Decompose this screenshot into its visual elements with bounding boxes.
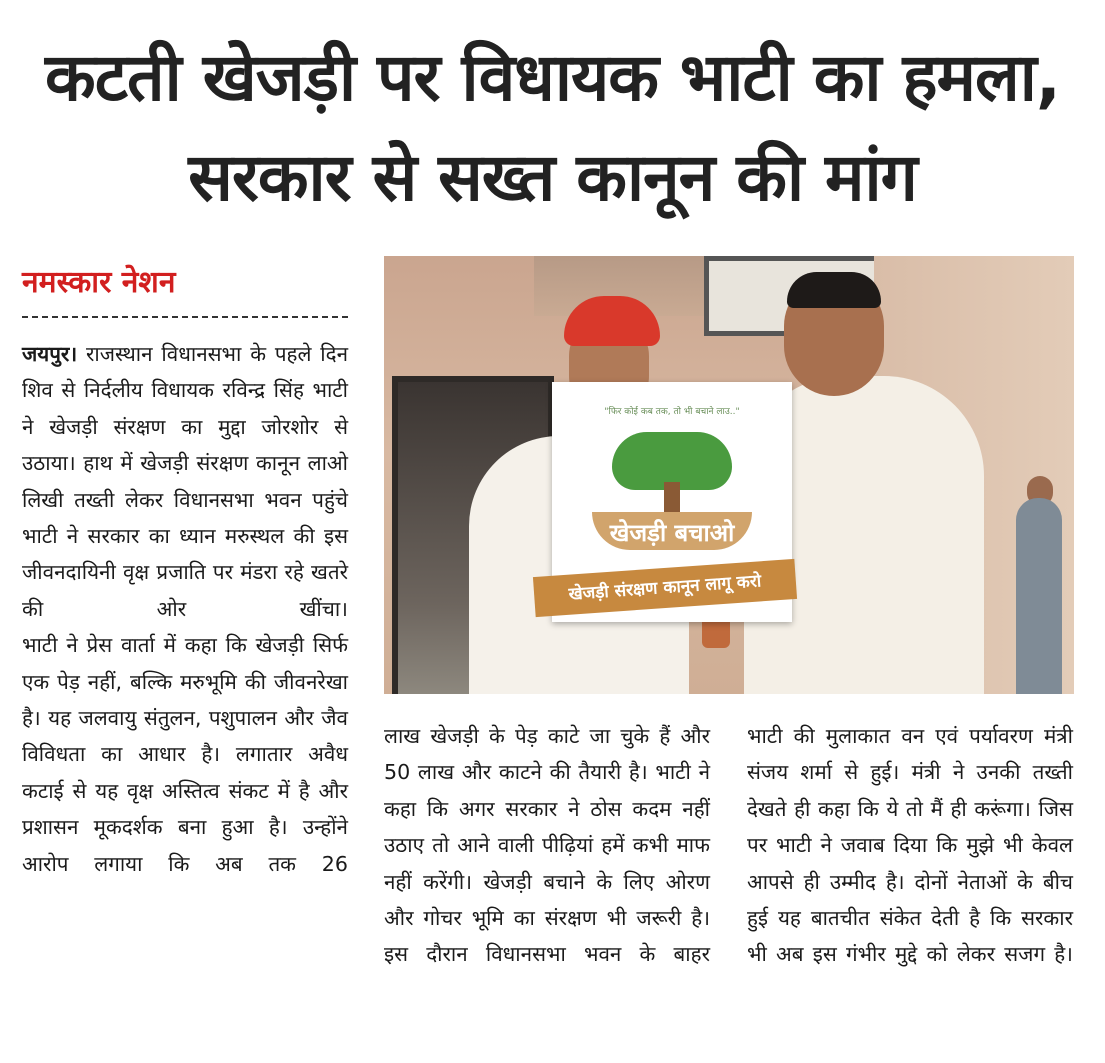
headline-line-1: कटती खेजड़ी पर विधायक भाटी का हमला, bbox=[45, 39, 1060, 116]
placard-banner: खेजड़ी संरक्षण कानून लागू करो bbox=[533, 559, 797, 617]
article-column-3: भाटी की मुलाकात वन एवं पर्यावरण मंत्री संजय शर्मा से हुई। मंत्री ने उनकी तख्ती देखते ही कहा कि ये तो मैं ही करूंगा। जिस पर भाटी ने जवाब दिया कि मुझे भी केवल आपसे ही उम्मीद है। दोनों नेताओं के बीच हुई यह बातचीत संकेत देती है कि सरकार भी अब इस गंभीर मुद्दे को लेकर सजग है। bbox=[747, 724, 1073, 967]
headline-line-2: सरकार से सख्त कानून की मांग bbox=[188, 139, 917, 216]
article-column-2: लाख खेजड़ी के पेड़ काटे जा चुके हैं और 50 लाख और काटने की तैयारी है। भाटी ने कहा कि अगर सरकार ने ठोस कदम नहीं उठाए तो आने वाली पीढ़ियां हमें कभी माफ नहीं करेंगी। खेजड़ी बचाने के लिए ओरण और गोचर भूमि का संरक्षण भी जरूरी है। इस दौरान विधानसभा भवन के बाहर bbox=[384, 724, 710, 967]
placard-title: खेजड़ी बचाओ bbox=[609, 519, 735, 547]
article-column-1 bbox=[22, 336, 348, 882]
article-lead-text: राजस्थान विधानसभा के पहले दिन शिव से निर्दलीय विधायक रविन्द्र सिंह भाटी ने खेजड़ी संरक्षण का मुद्दा जोरशोर से उठाया। हाथ में खेजड़ी संरक्षण कानून लाओ लिखी तख्ती लेकर विधानसभा भवन पहुंचे भाटी ने सरकार का ध्यान मरुस्थल की इस जीवनदायिनी वृक्ष प्रजाति पर मंडरा रहे खतरे की ओर खींचा। bbox=[22, 342, 348, 621]
background-person bbox=[1016, 498, 1062, 694]
article-paragraph-2: भाटी ने प्रेस वार्ता में कहा कि खेजड़ी सिर्फ एक पेड़ नहीं, बल्कि मरुभूमि की जीवनरेखा है। यह जलवायु संतुलन, पशुपालन और जैव विविधता का आधार है। लगातार अवैध कटाई से यह वृक्ष अस्तित्व संकट में है और प्रशासन मूकदर्शक बना हुआ है। उन्होंने आरोप लगाया कि अब तक 26 bbox=[22, 633, 348, 876]
dashed-divider bbox=[22, 316, 348, 318]
news-photo bbox=[384, 256, 1074, 694]
byline: नमस्कार नेशन bbox=[22, 265, 176, 300]
dateline: जयपुर। bbox=[22, 342, 78, 366]
placard-tagline: "फिर कोई कब तक, तो भी बचाने लाउ.." bbox=[604, 407, 740, 417]
minister-hair bbox=[787, 272, 881, 308]
article-paragraph-1 bbox=[22, 336, 348, 627]
